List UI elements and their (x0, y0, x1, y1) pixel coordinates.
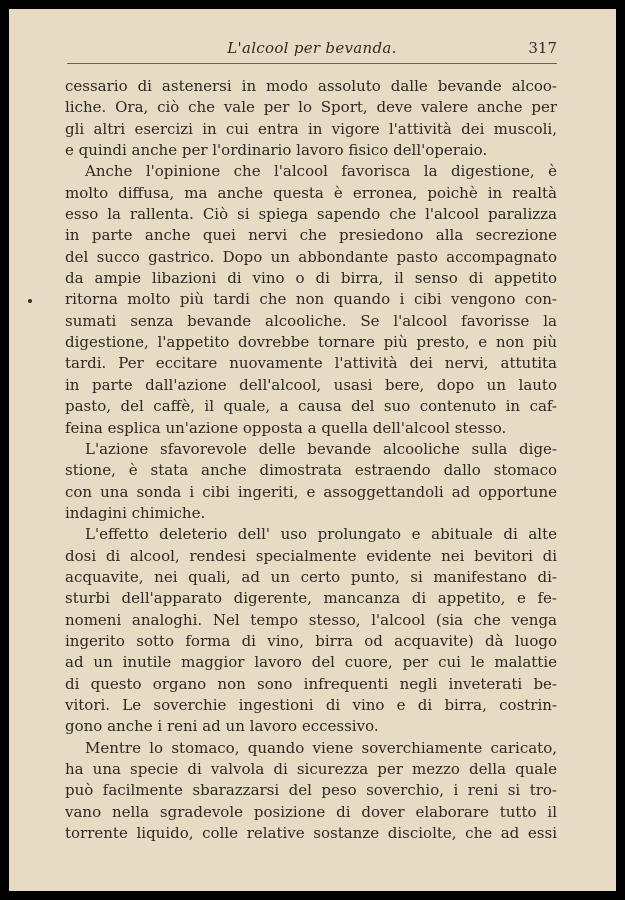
ink-speck (28, 299, 32, 303)
text-line: nomeni analoghi. Nel tempo stesso, l'alcool (sia che venga (65, 610, 557, 629)
text-line: indagini chimiche. (65, 503, 206, 522)
text-line: esso la rallenta. Ciò si spiega sapendo che l'alcool paralizza (65, 205, 557, 224)
text-line: molto diffusa, ma anche questa è erronea, poichè in realtà (65, 183, 557, 202)
text-line: Anche l'opinione che l'alcool favorisca la digestione, è (85, 162, 557, 181)
text-line: digestione, l'appetito dovrebbe tornare più presto, e non più (65, 333, 557, 352)
text-line: con una sonda i cibi ingeriti, e assoggettandoli ad opportune (65, 482, 557, 501)
text-line: L'azione sfavorevole delle bevande alcooliche sulla dige- (85, 439, 557, 458)
text-line: ha una specie di valvola di sicurezza per mezzo della quale (65, 760, 557, 778)
text-line: di questo organo non sono infrequenti negli inveterati be- (65, 674, 557, 693)
text-line: vitori. Le soverchie ingestioni di vino e di birra, costrin- (65, 695, 557, 714)
text-line: in parte dall'azione dell'alcool, usasi bere, dopo un lauto (65, 375, 557, 394)
text-line: gli altri esercizi in cui entra in vigore l'attività dei muscoli, (65, 119, 557, 138)
text-line: pasto, del caffè, il quale, a causa del suo contenuto in caf- (65, 397, 557, 416)
text-line: cessario di astenersi in modo assoluto dalle bevande alcoo- (65, 77, 557, 95)
text-line: e quindi anche per l'ordinario lavoro fisico dell'operaio. (65, 141, 488, 160)
text-line: gono anche i reni ad un lavoro eccessivo. (65, 717, 379, 736)
book-page (9, 9, 616, 891)
page-header (67, 39, 557, 64)
text-line: vano nella sgradevole posizione di dover elaborare tutto il (65, 802, 557, 821)
page-number: 317 (528, 39, 557, 57)
text-line: ritorna molto più tardi che non quando i cibi vengono con- (65, 290, 557, 309)
text-line: ingerito sotto forma di vino, birra od acquavite) dà luogo (65, 631, 557, 650)
body-text (65, 76, 557, 844)
text-line: tardi. Per eccitare nuovamente l'attività dei nervi, attutita (65, 354, 557, 373)
text-line: acquavite, nei quali, ad un certo punto, si manifestano di- (65, 567, 557, 586)
text-line: sturbi dell'apparato digerente, mancanza di appetito, e fe- (65, 589, 557, 608)
text-line: Mentre lo stomaco, quando viene soverchiamente caricato, (85, 738, 557, 757)
text-line: stione, è stata anche dimostrata estraendo dallo stomaco (65, 461, 557, 480)
text-line: torrente liquido, colle relative sostanze disciolte, che ad essi (65, 824, 557, 843)
text-line: da ampie libazioni di vino o di birra, il senso di appetito (65, 269, 557, 288)
text-line: ad un inutile maggior lavoro del cuore, per cui le malattie (65, 653, 557, 672)
text-line: feina esplica un'azione opposta a quella dell'alcool stesso. (65, 418, 507, 437)
text-line: può facilmente sbarazzarsi del peso soverchio, i reni si tro- (65, 781, 557, 800)
text-line: dosi di alcool, rendesi specialmente evidente nei bevitori di (65, 546, 557, 565)
running-title: L'alcool per bevanda. (227, 39, 397, 57)
text-line: liche. Ora, ciò che vale per lo Sport, deve valere anche per (65, 98, 557, 117)
text-line: in parte anche quei nervi che presiedono alla secrezione (65, 226, 557, 245)
text-line: L'effetto deleterio dell' uso prolungato e abituale di alte (85, 525, 557, 544)
text-line: del succo gastrico. Dopo un abbondante pasto accompagnato (65, 247, 557, 266)
text-line: sumati senza bevande alcooliche. Se l'alcool favorisse la (65, 311, 557, 330)
